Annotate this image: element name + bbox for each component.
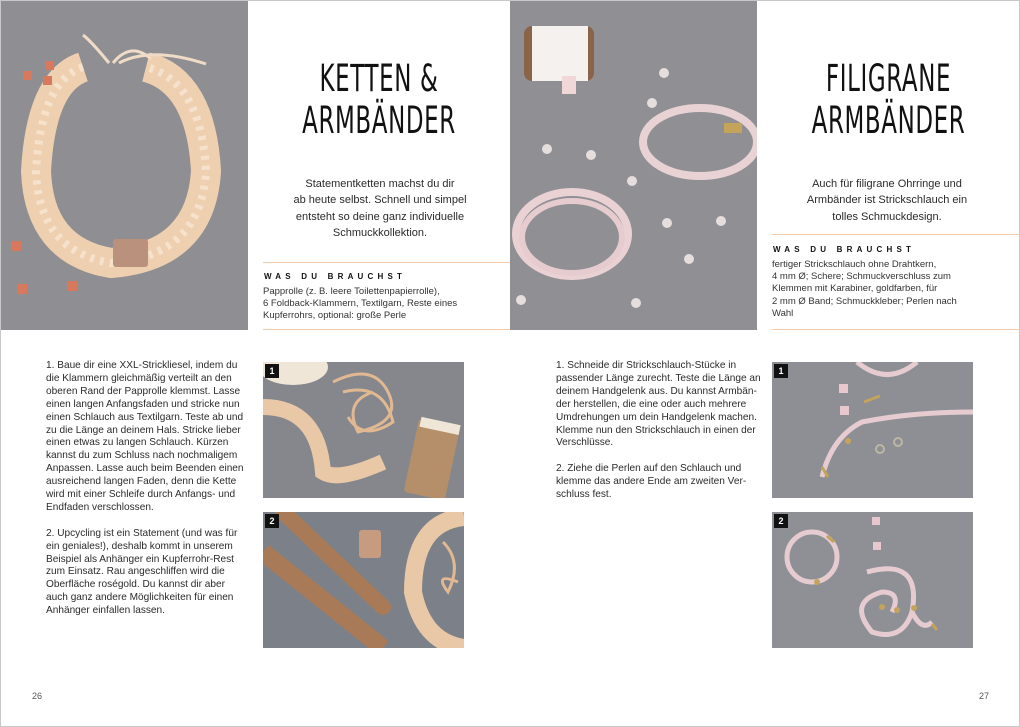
step-2-text: 2. Upcycling ist ein Statement (und was für ein geniales!), deshalb kommt in unserem Beispiel als Anhänger ein Kupferrohr-Rest zum Einsatz. Rau angeschliffen wird die Oberfläche roségold. Du kannst dir aber auch ganz andere Möglichkeiten für einen Anhänger einfallen lassen.: [46, 527, 238, 617]
materials-line: 6 Foldback-Klammern, Textilgarn, Reste eines: [263, 298, 458, 310]
intro-line: Schmuckkollektion.: [332, 226, 428, 239]
intro-line: tolles Schmuckdesign.: [832, 210, 942, 223]
intro-text: [762, 176, 1012, 225]
intro-line: Auch für filigrane Ohrringe und: [812, 178, 962, 190]
step-photo-2-right: [772, 512, 973, 648]
intro-line: Statementketten machst du dir: [305, 178, 455, 190]
divider-rule: [263, 262, 510, 263]
step-badge: 1: [265, 364, 279, 378]
materials-line: fertiger Strickschlauch ohne Drahtkern,: [772, 259, 937, 270]
intro-line: ab heute selbst. Schnell und simpel: [293, 194, 467, 207]
page-number-right: 27: [979, 691, 990, 701]
materials-line: Wahl: [772, 307, 794, 319]
step-1-text: 1. Schneide dir Strickschlauch-Stücke in passender Länge zurecht. Teste die Länge an deinem Handgelenk aus. Du kannst Armbän-der herstellen, die eine oder auch mehrere Umdrehungen um dein Handgelenk machen. Klemme nun den Strickschlauch in einen der Verschlüsse.: [556, 360, 761, 449]
intro-line: entsteht so deine ganz individuelle: [295, 210, 465, 223]
hero-photo-necklace: [1, 1, 248, 330]
step-photo-1-right: [772, 362, 973, 498]
materials-list: [263, 286, 508, 323]
page-title-ketten: [298, 58, 460, 142]
instructions-right: [556, 360, 762, 515]
intro-line: Armbänder ist Strickschlauch ein: [806, 194, 968, 207]
step-badge: 2: [774, 514, 788, 528]
divider-rule: [263, 329, 510, 330]
step-1-text: 1. Baue dir eine XXL-Strickliesel, indem du die Klammern gleichmäßig verteilt an den oberen Rand der Papprolle klemmst. Lasse einen langen Anfangsfaden und stricke nun einen Schlauch aus Textilgarn. Teste ab und zu die Länge an deinem Hals. Stricke lieber einen etwas zu langen Schlauch. Kürzen kannst du zum Schluss nach nochmaligem Anpassen. Lasse auch beim Beenden einen ausreichend langen Faden, denn die Kette wird mit einer Schleife durch Anfangs- und Endfaden verschlossen.: [46, 360, 244, 513]
hero-photo-bracelets: [510, 1, 757, 330]
materials-line: 4 mm Ø; Schere; Schmuckverschluss zum: [772, 271, 951, 283]
divider-rule: [772, 329, 1019, 330]
materials-heading: WAS DU BRAUCHST: [264, 272, 407, 281]
page-title-filigrane: [807, 58, 970, 142]
step-badge: 2: [265, 514, 279, 528]
title-line-1: KETTEN &: [319, 57, 439, 100]
materials-line: Papprolle (z. B. leere Toilettenpapierrolle),: [263, 286, 440, 297]
step-badge: 1: [774, 364, 788, 378]
materials-line: Kupferrohrs, optional: große Perle: [263, 310, 407, 322]
page-number-left: 26: [32, 691, 43, 701]
step-photo-1-left: [263, 362, 464, 498]
materials-line: 2 mm Ø Band; Schmuckkleber; Perlen nach: [772, 295, 957, 307]
step-2-text: 2. Ziehe die Perlen auf den Schlauch und klemme das andere Ende am zweiten Ver-schluss fest.: [556, 463, 747, 501]
intro-text: [255, 176, 505, 241]
step-photo-2-left: [263, 512, 464, 648]
materials-line: Klemmen mit Karabiner, goldfarben, für: [772, 283, 938, 295]
materials-list: [772, 259, 1017, 320]
materials-heading: WAS DU BRAUCHST: [773, 245, 916, 254]
title-line-2: ARMBÄNDER: [811, 99, 966, 142]
title-line-1: FILIGRANE: [825, 57, 952, 100]
title-line-2: ARMBÄNDER: [302, 99, 456, 142]
instructions-left: [46, 360, 248, 631]
divider-rule: [772, 234, 1019, 235]
